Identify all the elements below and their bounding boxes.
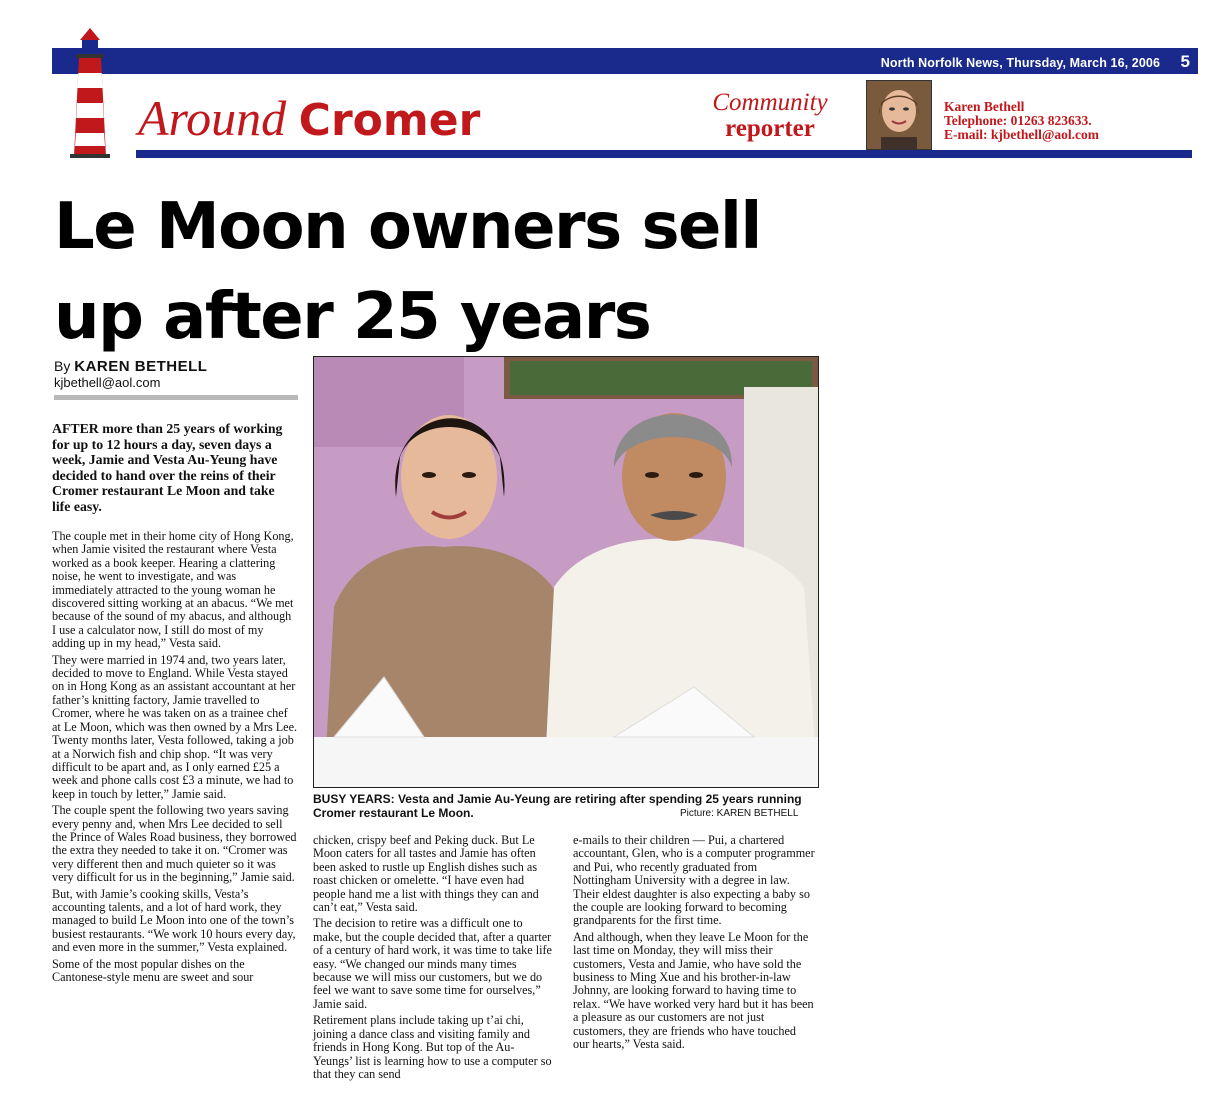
paragraph: The decision to retire was a difficult one to make, but the couple decided that, after a quarter of a century of hard work, it was time to take life easy. “We changed our minds many times because we will miss our customers, but we do feel we want to save some time for ourselves,” Jamie said. [313, 916, 552, 1011]
section-title [138, 90, 480, 149]
caption-text: Vesta and Jamie Au-Yeung are retiring after spending 25 years running Cromer restaurant Le Moon. [313, 792, 802, 820]
byline-divider [54, 395, 298, 400]
byline-email: kjbethell@aol.com [54, 375, 161, 390]
reporter-photo [866, 80, 932, 150]
paragraph: But, with Jamie’s cooking skills, Vesta’s accounting talents, and a lot of hard work, they managed to build Le Moon into one of the town’s busiest restaurants. “We work 10 hours every day, and even more in the summer,” Vesta explained. [52, 886, 296, 955]
paragraph: And although, when they leave Le Moon for the last time on Monday, they will miss their customers, Vesta and Jamie, who have sold the business to Ming Xue and his brother-in-law Johnny, are looking forward to having time to relax. “We have worked very hard but it has been a pleasure as our customers are not just customers, they are friends who have touched our hearts,” Vesta said. [573, 929, 814, 1052]
byline [54, 358, 207, 375]
lighthouse-icon [62, 28, 118, 158]
article-column-1 [52, 530, 298, 987]
paragraph: e-mails to their children — Pui, a chartered accountant, Glen, who is a computer programmer and Pui, who recently graduated from Nottingham University with a degree in law. Their eldest daughter is also expecting a baby so the couple are looking forward to becoming grandparents for the first time. [573, 833, 815, 928]
paragraph: They were married in 1974 and, two years later, decided to move to England. While Vesta stayed on in Hong Kong as an assistant accountant at her father’s knitting factory, Jamie travelled to Cromer, where he was taken on as a trainee chef at Le Moon, which was then owned by a Mrs Lee. Twenty months later, Vesta followed, taking a job at a Norwich fish and chip shop. “It was very difficult to be apart and, as I only earned £25 a week and phone calls cost £3 a minute, we had to keep in touch by letter,” Jamie said. [52, 652, 298, 801]
couple-photo-icon [314, 357, 818, 787]
reporter-phone: Telephone: 01263 823633. [944, 113, 1092, 128]
section-title-bold: Cromer [298, 95, 481, 146]
community-line1: Community [712, 89, 828, 116]
reporter-portrait-icon [867, 81, 931, 149]
byline-prefix: By [54, 358, 71, 374]
headline-line2: up after 25 years [54, 280, 651, 354]
community-line2: reporter [725, 115, 815, 142]
photo-credit: Picture: KAREN BETHELL [680, 808, 799, 819]
section-title-italic: Around [138, 90, 287, 146]
reporter-name: Karen Bethell [944, 99, 1025, 114]
byline-name: KAREN BETHELL [74, 358, 208, 375]
headline [54, 182, 834, 362]
paragraph: Some of the most popular dishes on the Cantonese-style menu are sweet and sour [52, 956, 254, 984]
article-column-3 [573, 834, 815, 1055]
caption-kicker: BUSY YEARS: [313, 792, 395, 806]
paragraph: chicken, crispy beef and Peking duck. But Le Moon caters for all tastes and Jamie has often been asked to rustle up English dishes such as roast chicken or omelette. “I have even had people hand me a list with things they can and can’t eat,” Vesta said. [313, 833, 539, 915]
page-number: 5 [1180, 52, 1190, 71]
reporter-info [944, 100, 1099, 142]
paragraph: Retirement plans include taking up t’ai chi, joining a dance class and visiting family and friends in Hong Kong. But top of the Au-Yeungs’ list is learning how to use a computer so that they can send [313, 1013, 552, 1081]
header-bottom-bar [136, 150, 1192, 158]
paragraph: The couple met in their home city of Hong Kong, when Jamie visited the restaurant where Vesta worked as a book keeper. Hearing a clattering noise, he went to investigate, and was immediately attracted to the young woman he discovered sitting working at an abacus. “We met because of the sound of my abacus, and although I use a calculator now, I still do most of my adding up in my head,” Vesta said. [52, 529, 294, 651]
reporter-email: E-mail: kjbethell@aol.com [944, 127, 1100, 142]
article-column-2 [313, 834, 553, 1084]
paragraph: The couple spent the following two years saving every penny and, when Mrs Lee decided to sell the Prince of Wales Road business, they borrowed the extra they needed to take it on. “Cromer was very different then and much quieter so it was very difficult for us in the beginning,” Jamie said. [52, 803, 297, 885]
article-intro: AFTER more than 25 years of working for up to 12 hours a day, seven days a week, Jamie and Vesta Au-Yeung have decided to hand over the reins of their Cromer restaurant Le Moon and take life easy. [52, 421, 283, 514]
community-reporter-label [690, 90, 850, 142]
dateline: North Norfolk News, Thursday, March 16, 2006 [880, 56, 1160, 70]
article-photo [313, 356, 819, 788]
headline-line1: Le Moon owners sell [54, 190, 761, 264]
